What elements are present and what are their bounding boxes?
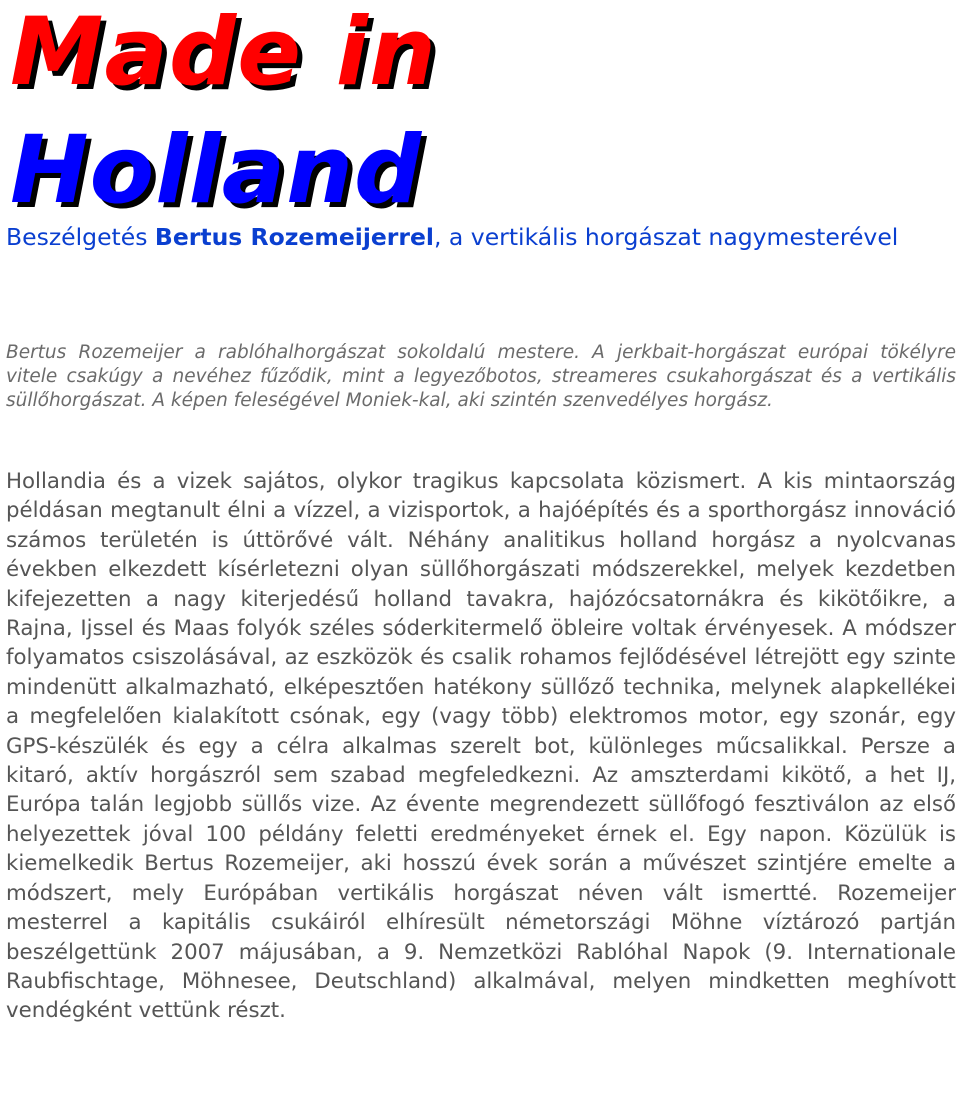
lead-paragraph: Bertus Rozemeijer a rablóhalhorgászat sokoldalú mestere. A jerkbait-horgászat európai tökélyre vitele csakúgy a nevéhez fűződik, mint a legyezőbotos, streameres csukahorgászat és a vertikális süllőhorgászat. A képen feleségével Moniek-kal, aki szintén szenvedélyes horgász.	[6, 342, 956, 411]
subtitle-suffix: , a vertikális horgászat nagymesterével	[433, 223, 899, 251]
headline-line-2: Holland	[10, 116, 423, 225]
subtitle	[6, 223, 956, 252]
body-paragraph: Hollandia és a vizek sajátos, olykor tragikus kapcsolata közismert. A kis mintaország példásan megtanult élni a vízzel, a vizisportok, a hajóépítés és a sporthorgász innováció számos területén is úttörővé vált. Néhány analitikus holland horgász a nyolcvanas években elkezdett kísérletezni olyan süllőhorgászati módszerekkel, melyek kezdetben kifejezetten a nagy kiterjedésű holland tavakra, hajózócsatornákra és kikötőikre, a Rajna, Ijssel és Maas folyók széles sóderkitermelő öbleire voltak érvényesek. A módszer folyamatos csiszolásával, az eszközök és csalik rohamos fejlődésével létrejött egy szinte mindenütt alkalmazható, elképesztően hatékony süllőző technika, melynek alapkellékei a megfelelően kialakított csónak, egy (vagy több) elektromos motor, egy szonár, egy GPS-készülék és egy a célra alkalmas szerelt bot, különleges műcsalikkal. Persze a kitaró, aktív horgászról sem szabad megfeledkezni. Az amszterdami kikötő, a het IJ, Európa talán legjobb süllős vize. Az évente megrendezett süllőfogó fesztiválon az első helyezettek jóval 100 példány feletti eredményeket érnek el. Egy napon. Közülük is kiemelkedik Bertus Rozemeijer, aki hosszú évek során a művészet szintjére emelte a módszert, mely Európában vertikális horgászat néven vált ismertté. Rozemeijer mesterrel a kapitális csukáiról elhíresült németországi Möhne víztározó partján beszélgettünk 2007 májusában, a 9. Nemzetközi Rablóhal Napok (9. Internationale Raubfischtage, Möhnesee, Deutschland) alkalmával, melyen mindketten meghívott vendégként vettünk részt.	[6, 469, 956, 1024]
subtitle-interviewee-name: Bertus Rozemeijerrel	[154, 223, 434, 251]
subtitle-prefix: Beszélgetés	[6, 223, 155, 251]
headline-line-1: Made in	[10, 0, 437, 107]
